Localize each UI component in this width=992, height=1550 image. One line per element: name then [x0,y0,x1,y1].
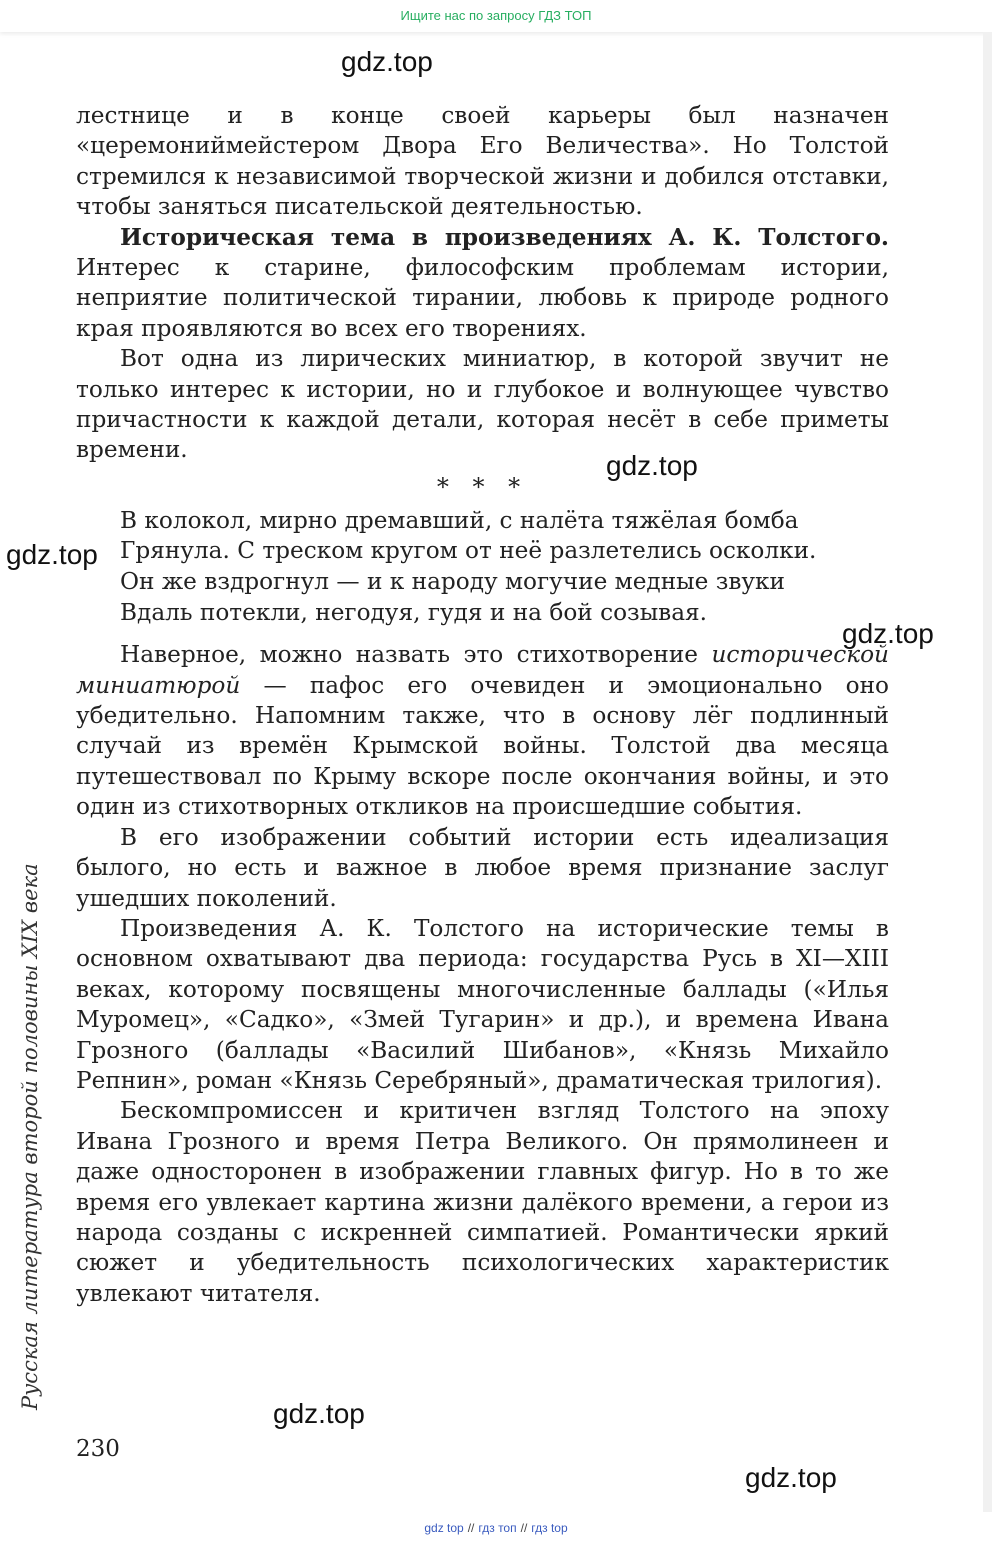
footer-separator: // [467,1521,475,1535]
watermark: gdz.top [273,1398,365,1429]
document-body [76,101,889,1309]
poem-separator: * * * [436,472,529,501]
top-banner-link[interactable]: Ищите нас по запросу ГДЗ ТОП [400,8,592,23]
poem-line: Вдаль потекли, негодуя, гудя и на бой созывая. [120,598,708,626]
section-heading: Историческая тема в произведениях А. К. Толстого. [120,223,889,251]
poem-line: В колокол, мирно дремавший, с налёта тяжёлая бомба [120,506,799,534]
page-number: 230 [76,1436,120,1462]
poem [120,506,889,628]
paragraph: Наверное, можно назвать это стихотворение исторической миниатюрой — пафос его очевиден и эмоционально оно убедительно. Напомним также, что в основу лёг подлинный случай из времён Крымской войны. Толстой два месяца путешествовал по Крыму вскоре после окончания войны, и это один из стихотворных откликов на происшедшие события. [76,641,889,821]
footer-links [0,1521,992,1535]
page-edge [983,32,992,1512]
watermark: gdz.top [6,539,98,570]
paragraph: лестнице и в конце своей карьеры был назначен «церемониймейстером Двора Его Величества». Но Толстой стремился к независимой творческой жизни и добился отставки, чтобы заняться писательской деятельностью. [76,102,889,221]
poem-line: Грянула. С треском кругом от неё разлетелись осколки. [120,537,817,565]
top-banner [0,0,992,32]
footer-link[interactable]: гдз top [531,1521,568,1535]
paragraph: Бескомпромиссен и критичен взгляд Толстого на эпоху Ивана Грозного и время Петра Великого. Он прямолинеен и даже односторонен в изображении главных фигур. Но в то же время его увлекает картина жизни далёкого времени, а герои из народа созданы с искренней симпатией. Романтически яркий сюжет и убедительность психологических характеристик увлекают читателя. [76,1097,889,1307]
footer-link[interactable]: гдз топ [478,1521,517,1535]
italic-term: исторической миниатюрой [76,641,889,699]
watermark: gdz.top [745,1462,837,1493]
footer-separator: // [520,1521,528,1535]
paragraph: Историческая тема в произведениях А. К. Толстого. Интерес к старине, философским проблемам истории, неприятие политической тирании, любовь к природе родного края проявляются во всех его творениях. [76,223,889,342]
poem-line: Он же вздрогнул — и к народу могучие медные звуки [120,568,785,596]
footer-link[interactable]: gdz top [424,1521,464,1535]
side-caption: Русская литература второй половины XIX века [18,863,42,1410]
watermark: gdz.top [341,46,433,77]
paragraph: Произведения А. К. Толстого на исторические темы в основном охватывают два периода: государства Русь в XI—XIII веках, которому посвящены многочисленные баллады («Илья Муромец», «Садко», «Змей Тугарин» и др.), и времена Ивана Грозного (баллады «Василий Шибанов», «Князь Михайло Репнин», роман «Князь Серебряный», драматическая трилогия). [76,914,889,1094]
paragraph: Вот одна из лирических миниатюр, в которой звучит не только интерес к истории, но и глубокое и волнующее чувство причастности к каждой детали, которая несёт в себе приметы времени. [76,345,889,464]
watermark: gdz.top [606,450,698,481]
paragraph: В его изображении событий истории есть идеализация былого, но есть и важное в любое время признание заслуг ушедших поколений. [76,823,889,912]
watermark: gdz.top [842,618,934,649]
